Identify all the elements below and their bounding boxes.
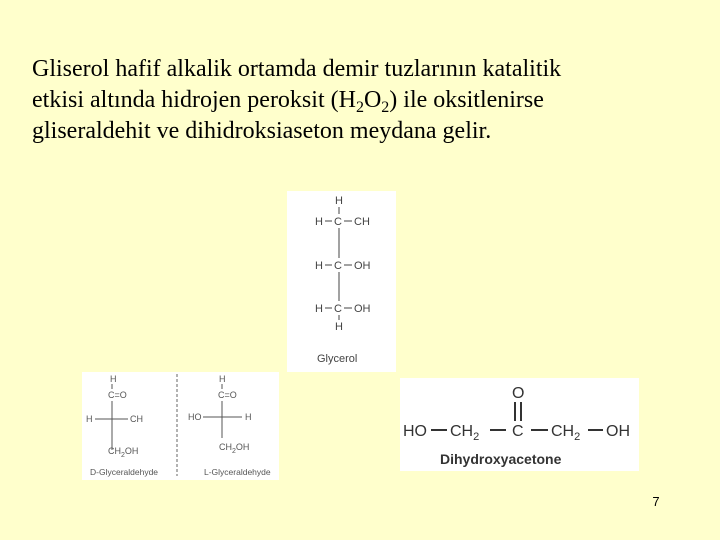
body-line-3: gliseraldehit ve dihidroksiaseton meydana gelir. — [32, 118, 492, 144]
atom-label: OH — [606, 423, 630, 440]
atom-label: C=O — [108, 390, 127, 400]
atom-label: H — [315, 260, 323, 272]
atom-label: HO — [188, 412, 202, 422]
atom-label: H — [335, 321, 343, 333]
atom-label: O — [512, 385, 525, 402]
body-line-1: Gliserol hafif alkalik ortamda demir tuzlarının katalitik — [32, 56, 562, 82]
atom-label: C — [334, 303, 342, 315]
atom-label: C=O — [218, 390, 237, 400]
atom-label: C — [512, 423, 524, 440]
atom-label: C — [334, 216, 342, 228]
body-line-2-start: etkisi altında hidrojen peroksit (H — [32, 87, 356, 113]
atom-label: $CH_2$ — [551, 423, 581, 443]
dihydroxyacetone-caption: Dihydroxyacetone — [440, 451, 562, 467]
atom-label: H — [335, 195, 343, 207]
atom-label: HO — [403, 423, 427, 440]
atom-label: H — [86, 414, 93, 424]
glycerol-figure — [287, 191, 396, 372]
atom-label: H — [315, 303, 323, 315]
atom-label: H — [110, 374, 117, 384]
body-line-2-end: ) ile oksitlenirse — [389, 87, 544, 113]
atom-label: H — [245, 412, 252, 422]
body-line-2 — [32, 85, 692, 116]
slide-body-text — [32, 54, 692, 147]
oxygen-symbol: O — [363, 87, 382, 113]
glyceraldehyde-figure — [82, 372, 279, 480]
d-glyceraldehyde-caption: D-Glyceraldehyde — [90, 467, 159, 477]
subscript-2: 2 — [355, 99, 364, 116]
atom-label: OH — [354, 260, 371, 272]
glyceraldehyde-structures — [82, 372, 279, 480]
dihydroxyacetone-figure — [400, 378, 639, 471]
atom-label: $CH_2OH$ — [219, 442, 250, 455]
atom-label: OH — [354, 303, 371, 315]
subscript-2: 2 — [381, 99, 390, 116]
dihydroxyacetone-structure — [400, 378, 639, 471]
atom-label: $CH_2OH$ — [108, 446, 139, 459]
atom-label: H — [219, 374, 226, 384]
l-glyceraldehyde-caption: L-Glyceraldehyde — [204, 467, 271, 477]
atom-label: H — [315, 216, 323, 228]
atom-label: C — [334, 260, 342, 272]
glycerol-caption: Glycerol — [317, 353, 358, 365]
glycerol-structure — [287, 191, 396, 372]
atom-label: $CH_2$ — [450, 423, 480, 443]
atom-label: CH — [130, 414, 143, 424]
page-number: 7 — [652, 494, 660, 509]
atom-label: CH — [354, 216, 370, 228]
